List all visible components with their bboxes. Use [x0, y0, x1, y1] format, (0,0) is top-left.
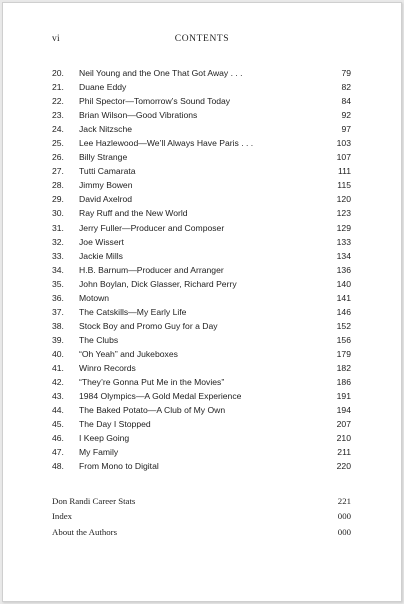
chapter-title: H.B. Barnum—Producer and Arranger	[79, 264, 224, 275]
chapter-number: 24.	[52, 124, 64, 135]
chapter-number: 36.	[52, 292, 64, 303]
chapter-title: Phil Spector—Tomorrow’s Sound Today	[79, 96, 231, 107]
toc-entry	[52, 291, 351, 305]
page-number: 107	[336, 152, 351, 163]
toc-entry	[52, 319, 351, 333]
chapter-number: 20.	[52, 68, 64, 78]
chapter-number: 33.	[52, 250, 64, 261]
toc-entry	[52, 164, 351, 178]
toc-entry	[52, 136, 351, 150]
page-number: 211	[337, 447, 351, 458]
chapter-number: 27.	[52, 166, 64, 177]
chapter-title: Jerry Fuller—Producer and Composer	[79, 222, 225, 233]
toc-entry	[52, 347, 351, 361]
chapter-number: 29.	[52, 194, 64, 205]
chapter-title: The Clubs	[79, 334, 119, 345]
book-page	[2, 2, 402, 602]
chapter-number: 41.	[52, 362, 64, 373]
chapter-title: Duane Eddy	[79, 82, 127, 93]
toc-entry	[52, 389, 351, 403]
back-matter-title: Index	[52, 511, 73, 522]
page-number: 123	[336, 208, 351, 219]
page-number: 221	[337, 496, 351, 506]
chapter-number: 31.	[52, 222, 64, 233]
toc-entry	[52, 80, 351, 94]
chapter-title: “Oh Yeah” and Jukeboxes	[79, 348, 178, 359]
toc-entry	[52, 178, 351, 192]
page-number: 111	[337, 166, 351, 177]
toc-entry	[52, 122, 351, 136]
chapter-number: 39.	[52, 334, 64, 345]
page-number: 186	[336, 377, 351, 388]
chapter-title: Winro Records	[79, 362, 136, 373]
back-matter-list	[52, 494, 351, 540]
page-number: 194	[336, 405, 351, 416]
toc-entry	[52, 305, 351, 319]
chapter-number: 38.	[52, 320, 64, 331]
chapter-number: 32.	[52, 236, 64, 247]
page-number: 210	[336, 433, 351, 444]
page-number: 220	[336, 461, 351, 472]
page-number: 146	[336, 306, 351, 317]
page-number: 97	[341, 124, 351, 135]
chapter-title: I Keep Going	[79, 433, 130, 444]
toc-entry	[52, 375, 351, 389]
page-number: 84	[341, 96, 351, 107]
page-number: 182	[336, 362, 351, 373]
chapter-title: “They’re Gonna Put Me in the Movies”	[79, 377, 225, 388]
chapter-number: 23.	[52, 110, 64, 121]
chapter-number: 48.	[52, 461, 64, 472]
toc-entry	[52, 417, 351, 431]
chapter-number: 35.	[52, 278, 64, 289]
chapter-title: Jackie Mills	[79, 250, 123, 261]
chapter-number: 40.	[52, 348, 64, 359]
toc-entry	[52, 108, 351, 122]
page-number: 133	[336, 236, 351, 247]
chapter-title: The Day I Stopped	[79, 419, 151, 430]
back-matter-title: Don Randi Career Stats	[52, 496, 136, 506]
page-number: 92	[341, 110, 351, 121]
page-number: 120	[336, 194, 351, 205]
chapter-title: John Boylan, Dick Glasser, Richard Perry	[79, 278, 237, 289]
page-title: CONTENTS	[174, 34, 230, 44]
toc-entry	[52, 403, 351, 417]
chapter-number: 46.	[52, 433, 64, 444]
chapter-title: Jimmy Bowen	[79, 180, 133, 191]
chapter-number: 43.	[52, 391, 64, 402]
page-number: 156	[336, 334, 351, 345]
page-number: 79	[341, 68, 351, 78]
chapter-title: The Catskills—My Early Life	[79, 306, 187, 317]
chapter-number: 42.	[52, 377, 64, 388]
toc-entry	[52, 431, 351, 445]
toc-entry	[52, 361, 351, 375]
chapter-number: 22.	[52, 96, 64, 107]
chapter-number: 26.	[52, 152, 64, 163]
page-number: 191	[336, 391, 351, 402]
page-number: 000	[337, 511, 351, 522]
page-number: 129	[336, 222, 351, 233]
toc-entry	[52, 277, 351, 291]
toc-entry	[52, 445, 351, 459]
toc-entry	[52, 150, 351, 164]
back-matter-title: About the Authors	[52, 526, 117, 537]
chapter-number: 47.	[52, 447, 64, 458]
chapter-title: Brian Wilson—Good Vibrations	[79, 110, 198, 121]
toc-entry	[52, 263, 351, 277]
toc-entry	[52, 94, 351, 108]
toc-entry	[52, 221, 351, 235]
chapter-number: 30.	[52, 208, 64, 219]
toc-entry	[52, 333, 351, 347]
chapter-number: 44.	[52, 405, 64, 416]
toc-entry	[52, 249, 351, 263]
chapter-number: 25.	[52, 138, 64, 149]
page-number: 136	[336, 264, 351, 275]
chapter-title: 1984 Olympics—A Gold Medal Experience	[79, 391, 242, 402]
chapter-number: 34.	[52, 264, 64, 275]
page-number: 152	[336, 320, 351, 331]
back-matter-entry	[52, 525, 351, 540]
chapter-title: My Family	[79, 447, 119, 458]
page-number: 000	[337, 526, 351, 537]
chapter-title: From Mono to Digital	[79, 461, 159, 472]
chapter-number: 21.	[52, 82, 64, 93]
back-matter-entry	[52, 509, 351, 524]
page-number: 140	[336, 278, 351, 289]
toc-entry	[52, 192, 351, 206]
chapter-title: The Baked Potato—A Club of My Own	[79, 405, 226, 416]
page-number: 141	[336, 292, 351, 303]
chapter-number: 37.	[52, 306, 64, 317]
page-number: 134	[336, 250, 351, 261]
chapter-title: Tutti Camarata	[79, 166, 136, 177]
chapter-number: 45.	[52, 419, 64, 430]
toc-entry	[52, 235, 351, 249]
chapter-title: Neil Young and the One That Got Away . . .	[79, 68, 243, 78]
page-number: 207	[336, 419, 351, 430]
chapter-title: Joe Wissert	[79, 236, 124, 247]
chapter-title: Lee Hazlewood—We’ll Always Have Paris . . .	[79, 138, 254, 149]
toc-entry	[52, 459, 351, 473]
chapter-title: Billy Strange	[79, 152, 128, 163]
page-number: 82	[341, 82, 351, 93]
chapter-list	[52, 66, 351, 473]
chapter-title: Stock Boy and Promo Guy for a Day	[79, 320, 218, 331]
chapter-title: David Axelrod	[79, 194, 133, 205]
page-number: 115	[337, 180, 351, 191]
toc-entry	[52, 206, 351, 220]
page-number: 179	[336, 348, 351, 359]
chapter-title: Ray Ruff and the New World	[79, 208, 188, 219]
toc-entry	[52, 66, 351, 80]
back-matter-entry	[52, 494, 351, 509]
chapter-number: 28.	[52, 180, 64, 191]
page-numeral: vi	[52, 34, 60, 44]
page-number: 103	[336, 138, 351, 149]
chapter-title: Jack Nitzsche	[79, 124, 133, 135]
chapter-title: Motown	[79, 292, 110, 303]
